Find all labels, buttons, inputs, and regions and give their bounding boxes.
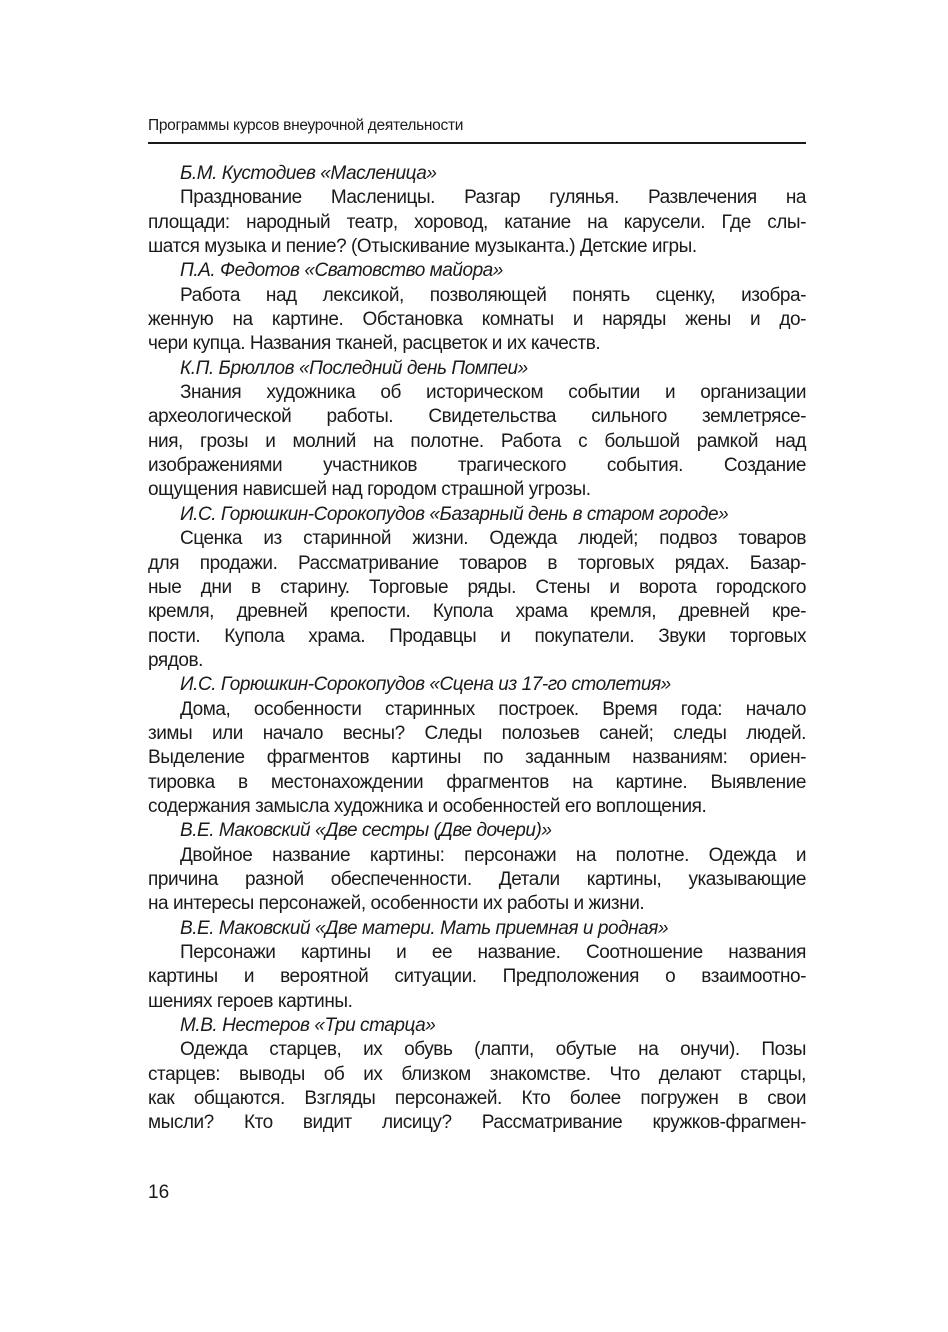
painting-title bbox=[148, 1014, 806, 1038]
painting-title bbox=[148, 259, 806, 283]
painting-title bbox=[148, 503, 806, 527]
paragraph bbox=[148, 844, 806, 917]
paragraph bbox=[148, 698, 806, 820]
text-line: Б.М. Кустодиев «Масленица» bbox=[180, 163, 437, 184]
text-line: Работа над лексикой, позволяющей понять сценку, изобра- bbox=[180, 284, 806, 306]
text-line: К.П. Брюллов «Последний день Помпеи» bbox=[180, 357, 528, 379]
text-line: площади: народный театр, хоровод, катание на карусели. Где слы- bbox=[148, 211, 806, 233]
paragraph bbox=[148, 186, 806, 259]
text-line: И.С. Горюшкин-Сорокопудов «Базарный день в старом городе» bbox=[180, 503, 729, 525]
painting-title bbox=[148, 917, 806, 941]
text-line: Знания художника об историческом событии и организации bbox=[180, 382, 806, 404]
text-line: старцев: выводы об их близком знакомстве. Что делают старцы, bbox=[148, 1063, 806, 1085]
text-line: археологической работы. Свидетельства сильного землетрясе- bbox=[148, 406, 806, 428]
paragraph bbox=[148, 1038, 806, 1135]
text-line: шениях героев картины. bbox=[148, 990, 353, 1012]
text-line: В.Е. Маковский «Две матери. Мать приемная и родная» bbox=[180, 917, 669, 939]
text-line: П.А. Федотов «Сватовство майора» bbox=[180, 260, 503, 282]
text-line: ния, грозы и молний на полотне. Работа с большой рамкой над bbox=[148, 430, 806, 452]
text-line: как общаются. Взгляды персонажей. Кто более погружен в свои bbox=[148, 1088, 806, 1110]
paragraph bbox=[148, 941, 806, 1014]
text-line: картины и вероятной ситуации. Предположения о взаимоотно- bbox=[148, 966, 806, 988]
text-line: мысли? Кто видит лисицу? Рассматривание кружков-фрагмен- bbox=[148, 1112, 806, 1134]
text-line: для продажи. Рассматривание товаров в торговых рядах. Базар- bbox=[148, 552, 806, 574]
text-line: чери купца. Названия тканей, расцветок и их качеств. bbox=[148, 333, 601, 355]
text-line: М.В. Нестеров «Три старца» bbox=[180, 1015, 436, 1037]
text-line: пости. Купола храма. Продавцы и покупатели. Звуки торговых bbox=[148, 625, 806, 647]
text-line: В.Е. Маковский «Две сестры (Две дочери)» bbox=[180, 820, 552, 842]
text-line: содержания замысла художника и особенностей его воплощения. bbox=[148, 795, 707, 817]
painting-title bbox=[148, 819, 806, 843]
text-line: Двойное название картины: персонажи на полотне. Одежда и bbox=[180, 844, 806, 866]
text-line: кремля, древней крепости. Купола храма кремля, древней кре- bbox=[148, 601, 806, 623]
paragraph bbox=[148, 527, 806, 673]
text-line: шатся музыка и пение? (Отыскивание музыканта.) Детские игры. bbox=[148, 236, 697, 258]
text-line: Персонажи картины и ее название. Соотношение названия bbox=[180, 942, 806, 963]
text-line: тировка в местонахождении фрагментов на картине. Выявление bbox=[148, 771, 806, 793]
text-line: ные дни в старину. Торговые ряды. Стены и ворота городского bbox=[148, 576, 806, 598]
painting-title bbox=[148, 357, 806, 381]
text-line: Сценка из старинной жизни. Одежда людей; подвоз товаров bbox=[180, 528, 806, 550]
text-line: И.С. Горюшкин-Сорокопудов «Сцена из 17-го столетия» bbox=[180, 674, 671, 696]
text-line: Празднование Масленицы. Разгар гулянья. Развлечения на bbox=[180, 187, 806, 209]
text-line: Выделение фрагментов картины по заданным названиям: ориен- bbox=[148, 747, 806, 769]
running-head: Программы курсов внеурочной деятельности bbox=[148, 117, 464, 134]
text-line: на интересы персонажей, особенности их работы и жизни. bbox=[148, 893, 645, 915]
text-line: рядов. bbox=[148, 649, 203, 671]
paragraph bbox=[148, 284, 806, 357]
header-rule bbox=[148, 142, 806, 144]
text-line: Одежда старцев, их обувь (лапти, обутые на онучи). Позы bbox=[180, 1039, 806, 1061]
page-number: 16 bbox=[148, 1182, 170, 1203]
text-line: Дома, особенности старинных построек. Время года: начало bbox=[180, 698, 806, 720]
painting-title bbox=[148, 162, 806, 186]
text-line: женную на картине. Обстановка комнаты и наряды жены и до- bbox=[148, 309, 806, 331]
text-line: зимы или начало весны? Следы полозьев саней; следы людей. bbox=[148, 722, 806, 744]
page-body bbox=[148, 162, 806, 1136]
paragraph bbox=[148, 381, 806, 503]
text-line: изображениями участников трагического события. Создание bbox=[148, 455, 806, 477]
text-line: причина разной обеспеченности. Детали картины, указывающие bbox=[148, 868, 806, 890]
text-line: ощущения нависшей над городом страшной угрозы. bbox=[148, 479, 591, 501]
painting-title bbox=[148, 673, 806, 697]
